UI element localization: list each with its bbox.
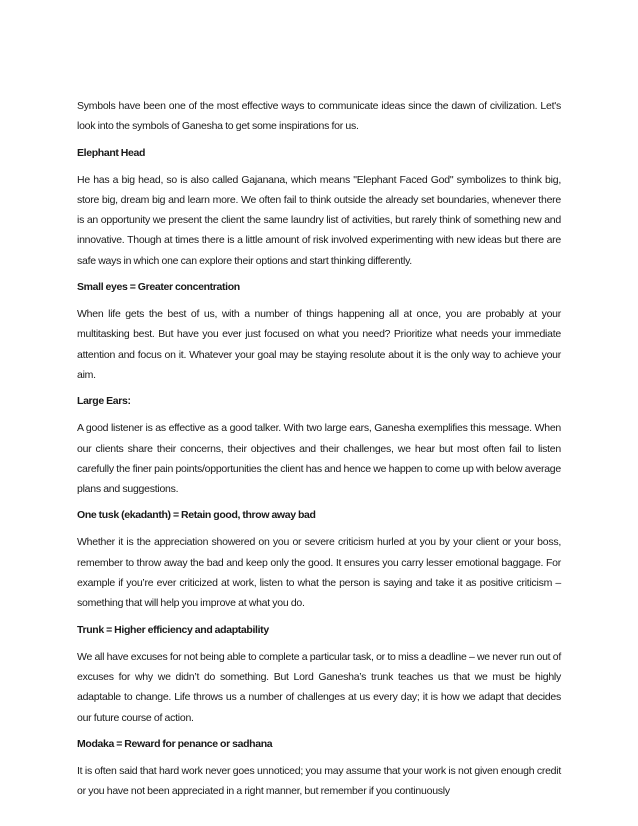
paragraph-small-eyes: When life gets the best of us, with a number of things happening all at once, you are probably at your multitasking best. But have you ever just focused on what you need? Prioritize what needs your immediate attention and focus on it. Whatever your goal may be staying resolute about it is the only way to achieve your aim. [77, 308, 561, 381]
paragraph-elephant-head: He has a big head, so is also called Gajanana, which means "Elephant Faced God" symbolizes to think big, store big, dream big and learn more. We often fail to think outside the already set boundaries, whenever there is an opportunity we present the client the same laundry list of activities, but rarely think of something new and innovative. Though at times there is a little amount of risk involved experimenting with new ideas but there are safe ways in which one can explore their options and start thinking differently. [77, 173, 561, 267]
heading-elephant-head: Elephant Head [77, 146, 146, 159]
paragraph-large-ears: A good listener is as effective as a good talker. With two large ears, Ganesha exemplifies this message. When our clients share their concerns, their objectives and their challenges, we hear but most often fail to listen carefully the finer pain points/opportunities the client has and hence we happen to come up with below average plans and suggestions. [77, 422, 561, 496]
heading-one-tusk: One tusk (ekadanth) = Retain good, throw away bad [77, 509, 316, 522]
paragraph-trunk: We all have excuses for not being able to complete a particular task, or to miss a deadline – we never run out of excuses for why we didn’t do something. But Lord Ganesha’s trunk teaches us that we must be highly adaptable to change. Life throws us a number of challenges at us every day; it is how we adapt that decides our future course of action. [77, 650, 561, 724]
paragraph-modaka: It is often said that hard work never goes unnoticed; you may assume that your work is not given enough credit or you have not been appreciated in a right manner, but remember if you continuously [77, 764, 561, 798]
heading-trunk: Trunk = Higher efficiency and adaptability [77, 623, 269, 636]
intro-paragraph: Symbols have been one of the most effective ways to communicate ideas since the dawn of civilization. Let's look into the symbols of Ganesha to get some inspirations for us. [77, 100, 561, 133]
heading-modaka: Modaka = Reward for penance or sadhana [77, 737, 273, 750]
heading-large-ears: Large Ears: [77, 395, 131, 408]
paragraph-one-tusk: Whether it is the appreciation showered on you or severe criticism hurled at you by your client or your boss, remember to throw away the bad and keep only the good. It ensures you carry lesser emotional baggage. For example if you’re ever criticized at work, listen to what the person is saying and take it as positive criticism – something that will help you improve at what you do. [77, 536, 561, 610]
heading-small-eyes: Small eyes = Greater concentration [77, 281, 240, 294]
